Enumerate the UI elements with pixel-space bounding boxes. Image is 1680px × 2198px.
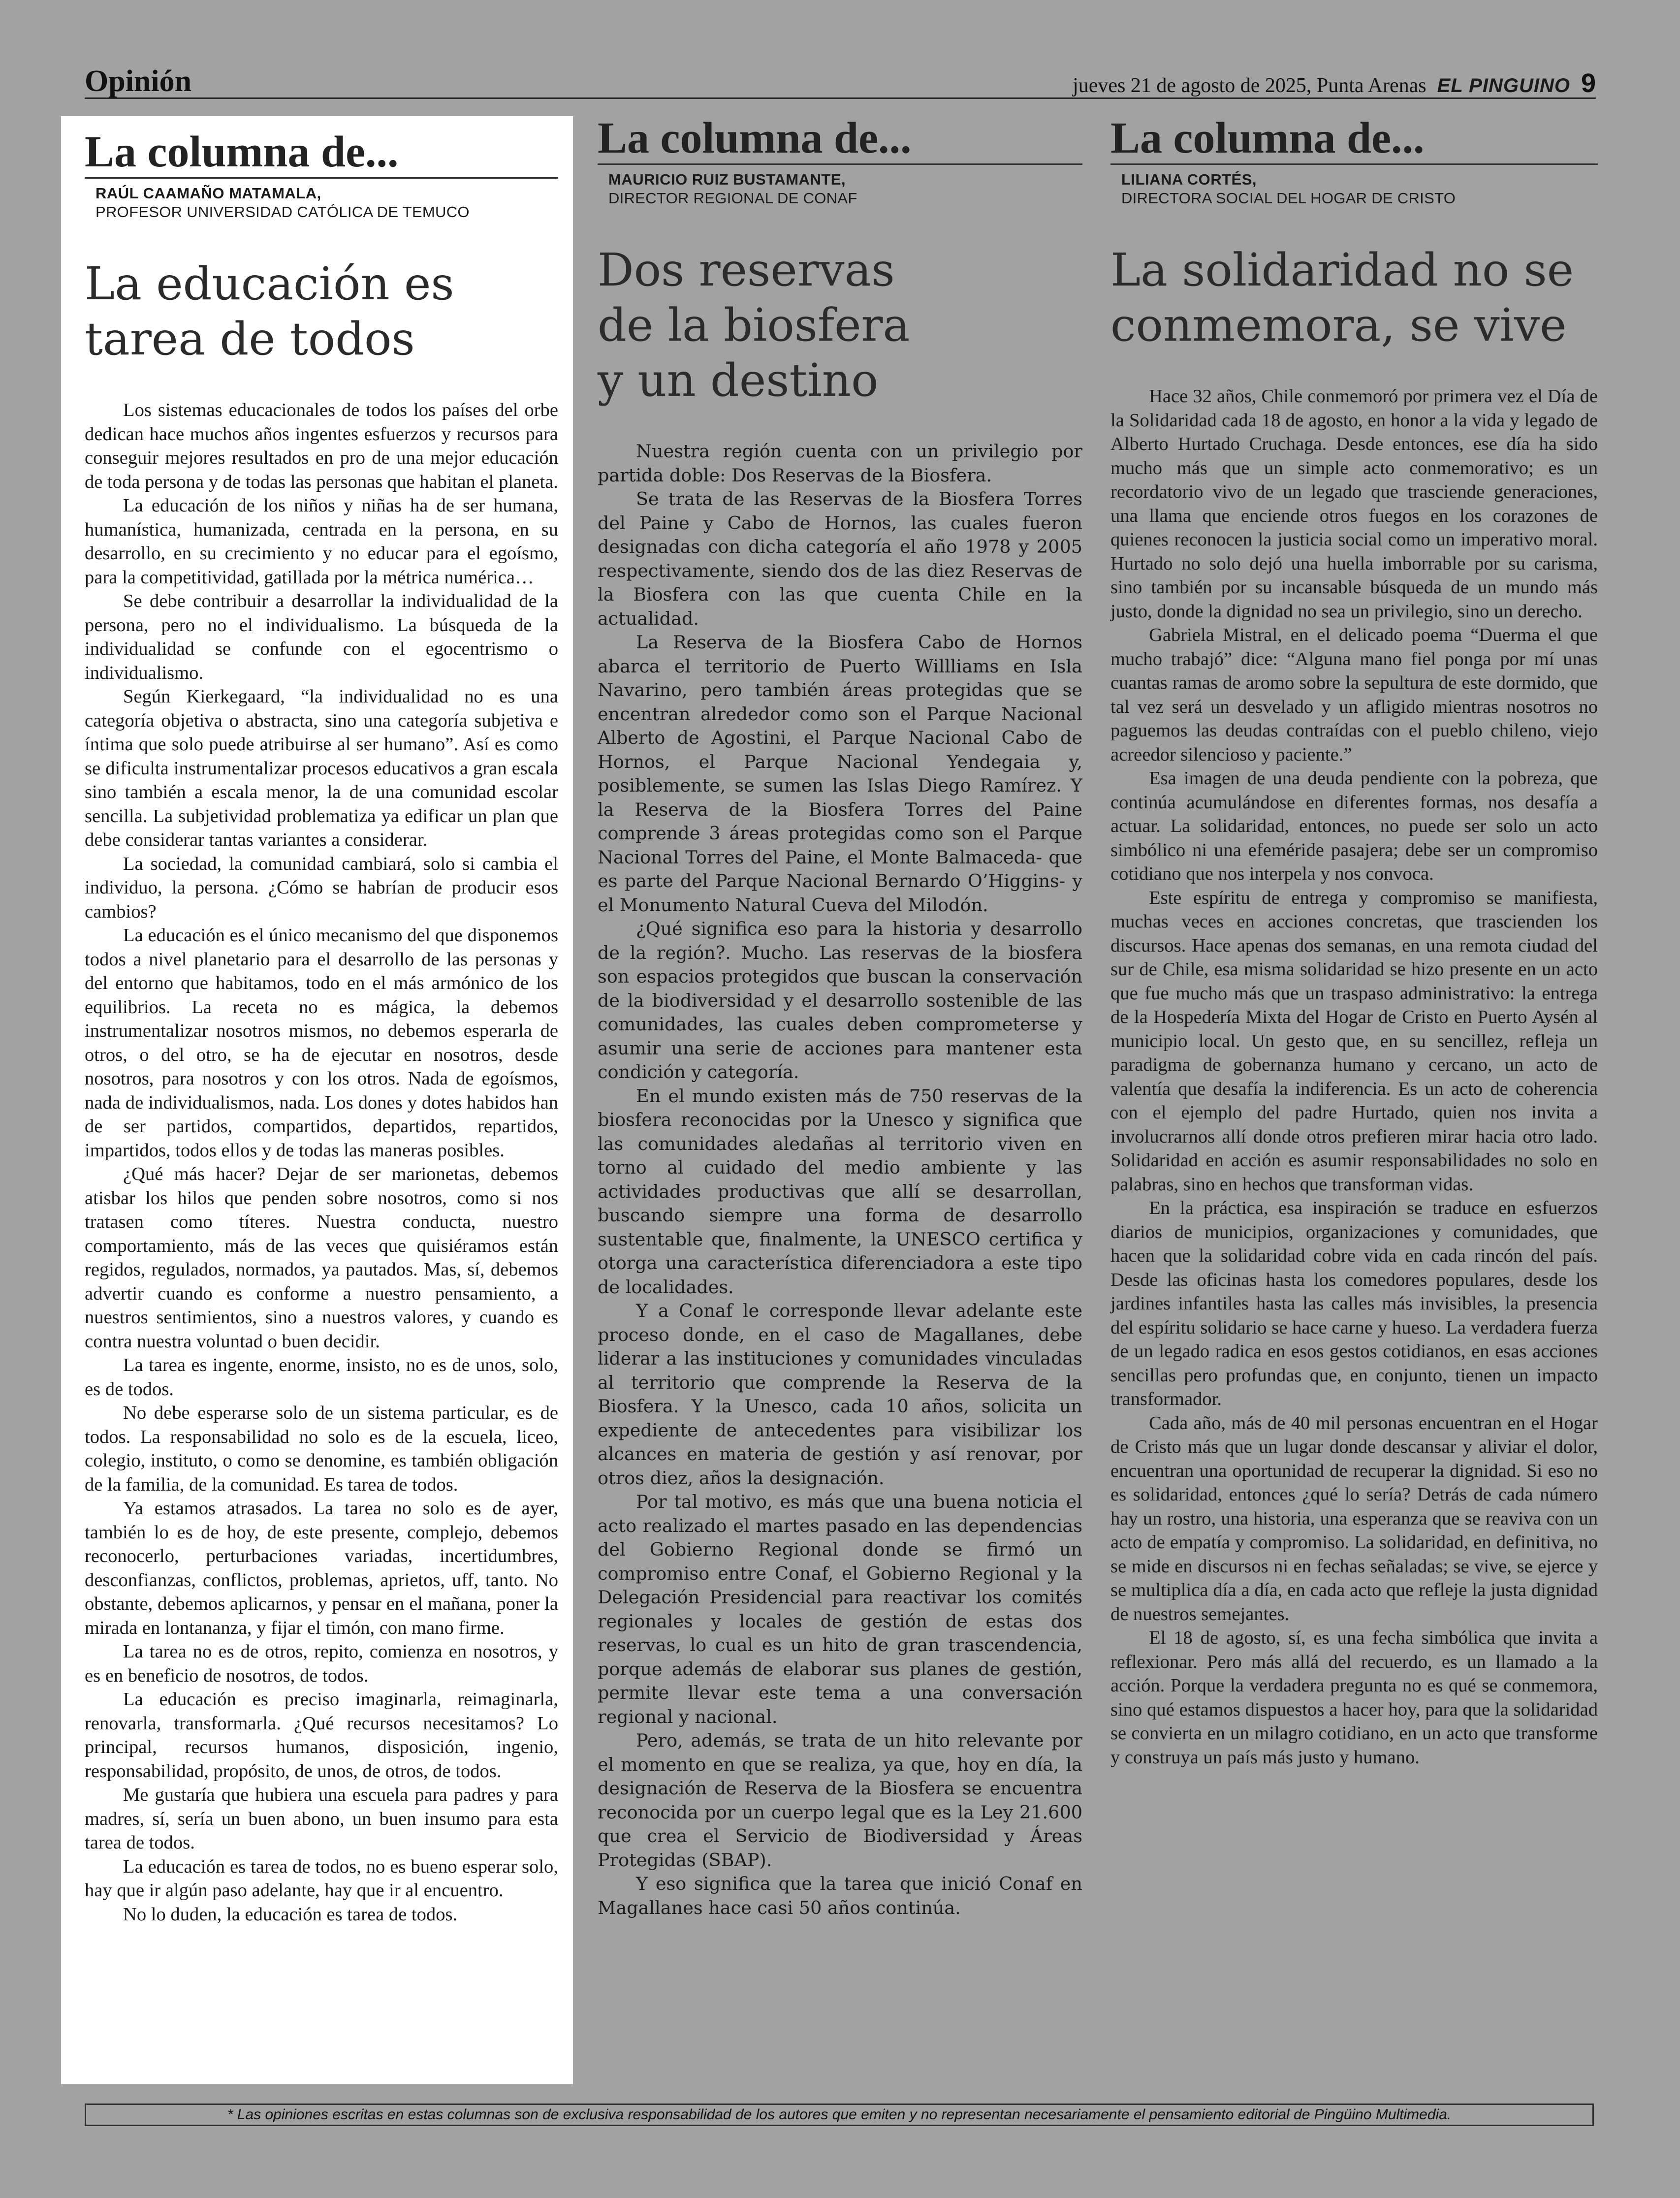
author-name: MAURICIO RUIZ BUSTAMANTE, <box>608 171 846 188</box>
page-number: 9 <box>1581 68 1596 98</box>
paragraph: Este espíritu de entrega y compromiso se manifiesta, muchas veces en acciones concretas, que trascienden los discursos. Hace apenas dos semanas, en una remota ciudad del sur de Chile, esa misma solidaridad se hizo presente en un acto que fue mucho más que un traspaso administrativo: la entrega de la Hospedería Mixta del Hogar de Cristo en Puerto Aysén al municipio local. Un gesto que, en su sencillez, refleja un paradigma de gobernanza humano y cercano, un acto de valentía que desafía la indiferencia. Es un acto de coherencia con el ejemplo del padre Hurtado, quien nos invita a involucrarnos allí donde otros prefieren mirar hacia otro lado. Solidaridad en acción es asumir responsabilidades no solo en palabras, sino en hechos que transforman vidas. <box>1110 887 1598 1195</box>
column-cortes <box>1110 116 1598 1769</box>
section-label: Opinión <box>85 64 192 98</box>
column-headline <box>1110 243 1598 353</box>
column-headline <box>598 243 1082 408</box>
headline-line: La solidaridad no se <box>1110 244 1574 296</box>
paragraph: La educación de los niños y niñas ha de ser humana, humanística, humanizada, centrada en la persona, en su desarrollo, en su crecimiento y no educar para el egoísmo, para la competitividad, gatillada por la métrica numérica… <box>85 495 558 588</box>
headline-line: y un destino <box>598 354 879 407</box>
headline-line: La educación es <box>85 257 454 310</box>
column-body <box>85 398 558 1926</box>
column-kicker: La columna de... <box>85 130 558 179</box>
headline-line: tarea de todos <box>85 313 415 365</box>
paragraph: No debe esperarse solo de un sistema particular, es de todos. La responsabilidad no solo es de la escuela, liceo, colegio, instituto, o como se denomine, es también obligación de la familia, de la comunidad. Es tarea de todos. <box>85 1402 558 1495</box>
column-body <box>598 440 1082 1920</box>
paragraph: Se trata de las Reservas de la Biosfera Torres del Paine y Cabo de Hornos, las cuales fueron designadas con dicha categoría el año 1978 y 2005 respectivamente, siendo dos de las diez Reservas de la Biosfera con las que cuenta Chile en la actualidad. <box>598 488 1082 629</box>
paragraph: El 18 de agosto, sí, es una fecha simbólica que invita a reflexionar. Pero más allá del recuerdo, es un llamado a la acción. Porque la verdadera pregunta no es qué se conmemora, sino qué estamos dispuestos a hacer hoy, para que la solidaridad se convierta en un milagro cotidiano, en un acto que transforme y construya un país más justo y humano. <box>1110 1627 1598 1768</box>
header-meta <box>1073 68 1596 98</box>
date-line: jueves 21 de agosto de 2025, Punta Arenas <box>1073 74 1426 97</box>
headline-line: Dos reservas <box>598 244 895 296</box>
paragraph: Se debe contribuir a desarrollar la individualidad de la persona, pero no el individualismo. La búsqueda de la individualidad se confunde con el egocentrismo o individualismo. <box>85 591 558 683</box>
brand-logo: EL PINGUINO <box>1437 75 1570 96</box>
author-role: DIRECTOR REGIONAL DE CONAF <box>608 190 857 207</box>
paragraph: Y eso significa que la tarea que inició Conaf en Magallanes hace casi 50 años continúa. <box>598 1873 1082 1918</box>
page-header <box>85 62 1596 99</box>
paragraph: Nuestra región cuenta con un privilegio por partida doble: Dos Reservas de la Biosfera. <box>598 441 1082 486</box>
paragraph: Según Kierkegaard, “la individualidad no es una categoría objetiva o abstracta, sino una categoría subjetiva e íntima que solo puede atribuirse al ser humano”. Así es como se dificulta instrumentalizar procesos educativos a gran escala sino también a escala menor, la de una comunidad escolar sencilla. La subjetividad problematiza ya edificar un plan que debe considerar tantas variantes a considerar. <box>85 686 558 850</box>
paragraph: ¿Qué significa eso para la historia y desarrollo de la región?. Mucho. Las reservas de la biosfera son espacios protegidos que buscan la conservación de la biodiversidad y el desarrollo sostenible de las comunidades, las cuales deben comprometerse y asumir una serie de acciones para mantener esta condición y categoría. <box>598 918 1082 1083</box>
column-kicker: La columna de... <box>1110 116 1598 165</box>
author-name: LILIANA CORTÉS, <box>1121 171 1257 188</box>
paragraph: No lo duden, la educación es tarea de todos. <box>123 1904 458 1925</box>
paragraph: Ya estamos atrasados. La tarea no solo es de ayer, también lo es de hoy, de este presente, complejo, debemos reconocerlo, perturbaciones variadas, incertidumbres, desconfianzas, conflictos, problemas, aprietos, uff, tanto. No obstante, debemos aplicarnos, y pensar en el mañana, poner la mirada en lontananza, y fijar el timón, con mano firme. <box>85 1498 558 1638</box>
paragraph: Gabriela Mistral, en el delicado poema “Duerma el que mucho trabajó” dice: “Alguna mano fiel ponga por mí unas cuantas ramas de aromo sobre la sepultura de este dormido, que tal vez será un desvelado y un afligido mientras nosotros no paguemos las deudas contraídas con el pueblo chileno, viejo acreedor silencioso y paciente.” <box>1110 625 1598 765</box>
column-ruiz <box>598 116 1082 1920</box>
paragraph: ¿Qué más hacer? Dejar de ser marionetas, debemos atisbar los hilos que penden sobre nosotros, como si nos tratasen como títeres. Nuestra conducta, nuestro comportamiento, más de las veces que quisiéramos están regidos, regulados, normados, ya pautados. Mas, sí, debemos advertir cuando es conforme a nuestro pensamiento, a nuestros sentimientos, sino a nuestros valores, y cuando es contra nuestra voluntad o buen decidir. <box>85 1164 558 1352</box>
paragraph: La sociedad, la comunidad cambiará, solo si cambia el individuo, la persona. ¿Cómo se habrían de producir esos cambios? <box>85 853 558 922</box>
column-caamano <box>61 116 573 2084</box>
paragraph: Esa imagen de una deuda pendiente con la pobreza, que continúa acumulándose en diferentes formas, nos desafía a actuar. La solidaridad, entonces, no puede ser solo un acto simbólico ni una efeméride pasajera; debe ser un compromiso cotidiano que nos interpela y nos convoca. <box>1110 768 1598 884</box>
paragraph: Los sistemas educacionales de todos los países del orbe dedican hace muchos años ingentes esfuerzos y recursos para conseguir mejores resultados en pro de una mejor educación de toda persona y de todas las personas que habitan el planeta. <box>85 400 558 492</box>
column-kicker: La columna de... <box>598 116 1082 165</box>
paragraph: La tarea es ingente, enorme, insisto, no es de unos, solo, es de todos. <box>85 1355 558 1400</box>
paragraph: En el mundo existen más de 750 reservas de la biosfera reconocidas por la Unesco y significa que las comunidades aledañas al territorio viven en torno al cuidado del medio ambiente y las actividades productivas que allí se desarrollan, buscando siempre una forma de desarrollo sustentable que, finalmente, la UNESCO certifica y otorga una característica diferenciadora a este tipo de localidades. <box>598 1085 1082 1298</box>
paragraph: La educación es el único mecanismo del que disponemos todos a nivel planetario para el desarrollo de las personas y del entorno que habitamos, todo en el más armónico de los equilibrios. La receta no es mágica, la debemos instrumentalizar nosotros mismos, no debemos esperarla de otros, o del otro, se ha de ejecutar en nosotros, desde nosotros, para nosotros y con los otros. Nada de egoísmos, nada de individualismos, nada. Los dones y dotes habidos han de ser partidos, compartidos, departidos, repartidos, impartidos, todos ellos y de todas las maneras posibles. <box>85 925 558 1161</box>
paragraph: La educación es preciso imaginarla, reimaginarla, renovarla, transformarla. ¿Qué recursos necesitamos? Lo principal, recursos humanos, disposición, ingenio, responsabilidad, propósito, de unos, de otros, de todos. <box>85 1689 558 1782</box>
paragraph: La educación es tarea de todos, no es bueno esperar solo, hay que ir algún paso adelante, hay que ir al encuentro. <box>85 1856 558 1901</box>
paragraph: En la práctica, esa inspiración se traduce en esfuerzos diarios de municipios, organizaciones y comunidades, que hacen que la solidaridad cobre vida en cada rincón del país. Desde las oficinas hasta los comedores populares, desde los jardines infantiles hasta las calles más invisibles, la presencia del espíritu solidario se hace carne y hueso. La verdadera fuerza de un legado radica en esos gestos cotidianos, en esas acciones sencillas pero profundas que, en conjunto, tienen un impacto transformador. <box>1110 1198 1598 1409</box>
paragraph: Por tal motivo, es más que una buena noticia el acto realizado el martes pasado en las dependencias del Gobierno Regional donde se firmó un compromiso entre Conaf, el Gobierno Regional y la Delegación Presidencial para reactivar los comités regionales y locales de gestión de estas dos reservas, lo cual es un hito de gran trascendencia, porque además de elaborar sus planes de gestión, permite llevar este tema a una conversación regional y nacional. <box>598 1491 1082 1727</box>
paragraph: Cada año, más de 40 mil personas encuentran en el Hogar de Cristo más que un lugar donde descansar y aliviar el dolor, encuentran una oportunidad de recuperar la dignidad. Si eso no es solidaridad, entonces ¿qué lo sería? Detrás de cada número hay un rostro, una historia, una esperanza que se reaviva con un acto de empatía y compromiso. La solidaridad, en definitiva, no se mide en discursos ni en fechas señaladas; se vive, se ejerce y se multiplica día a día, en cada acto que refleje la justa dignidad de nuestros semejantes. <box>1110 1412 1598 1625</box>
paragraph: La Reserva de la Biosfera Cabo de Hornos abarca el territorio de Puerto Willliams en Isla Navarino, pero también áreas protegidas que se encentran alrededor como son el Parque Nacional Alberto de Agostini, el Parque Nacional Cabo de Hornos, el Parque Nacional Yendegaia y, posiblemente, se sumen las Islas Diego Ramírez. Y la Reserva de la Biosfera Torres del Paine comprende 3 áreas protegidas como son el Parque Nacional Torres del Paine, el Monte Balmaceda- que es parte del Parque Nacional Bernardo O’Higgins- y el Monumento Natural Cueva del Milodón. <box>598 632 1082 916</box>
headline-line: de la biosfera <box>598 299 910 351</box>
column-body <box>1110 384 1598 1769</box>
paragraph: Me gustaría que hubiera una escuela para padres y para madres, sí, sería un buen abono, un buen insumo para esta tarea de todos. <box>85 1784 558 1853</box>
author-role: PROFESOR UNIVERSIDAD CATÓLICA DE TEMUCO <box>95 203 470 221</box>
paragraph: La tarea no es de otros, repito, comienza en nosotros, y es en beneficio de nosotros, de todos. <box>85 1641 558 1686</box>
paragraph: Pero, además, se trata de un hito relevante por el momento en que se realiza, ya que, hoy en día, la designación de Reserva de la Biosfera se encuentra reconocida por un cuerpo legal que es la Ley 21.600 que crea el Servicio de Biodiversidad y Áreas Protegidas (SBAP). <box>598 1730 1082 1871</box>
headline-line: conmemora, se vive <box>1110 299 1567 351</box>
footer-disclaimer: * Las opiniones escritas en estas columnas son de exclusiva responsabilidad de los autores que emiten y no representan necesariamente el pensamiento editorial de Pingüino Multimedia. <box>85 2103 1594 2126</box>
paragraph: Hace 32 años, Chile conmemoró por primera vez el Día de la Solidaridad cada 18 de agosto, en honor a la vida y legado de Alberto Hurtado Cruchaga. Desde entonces, ese día ha sido mucho más que un simple acto conmemorativo; es un recordatorio vivo de un legado que trasciende generaciones, una llama que enciende otros fuegos en los corazones de quienes reconocen la justicia social como un imperativo moral. Hurtado no solo dejó una huella imborrable por su carisma, sino también por su incansable búsqueda de un mundo más justo, donde la dignidad no sea un privilegio, sino un derecho. <box>1110 386 1598 622</box>
column-headline <box>85 256 558 367</box>
paragraph: Y a Conaf le corresponde llevar adelante este proceso donde, en el caso de Magallanes, debe liderar a las instituciones y comunidades vinculadas al territorio que comprende la Reserva de la Biosfera. Y la Unesco, cada 10 años, solicita un expediente de antecedentes para visibilizar los alcances en materia de gestión y así renovar, por otros diez, años la designación. <box>598 1300 1082 1489</box>
author-role: DIRECTORA SOCIAL DEL HOGAR DE CRISTO <box>1121 190 1456 207</box>
author-name: RAÚL CAAMAÑO MATAMALA, <box>95 185 321 202</box>
